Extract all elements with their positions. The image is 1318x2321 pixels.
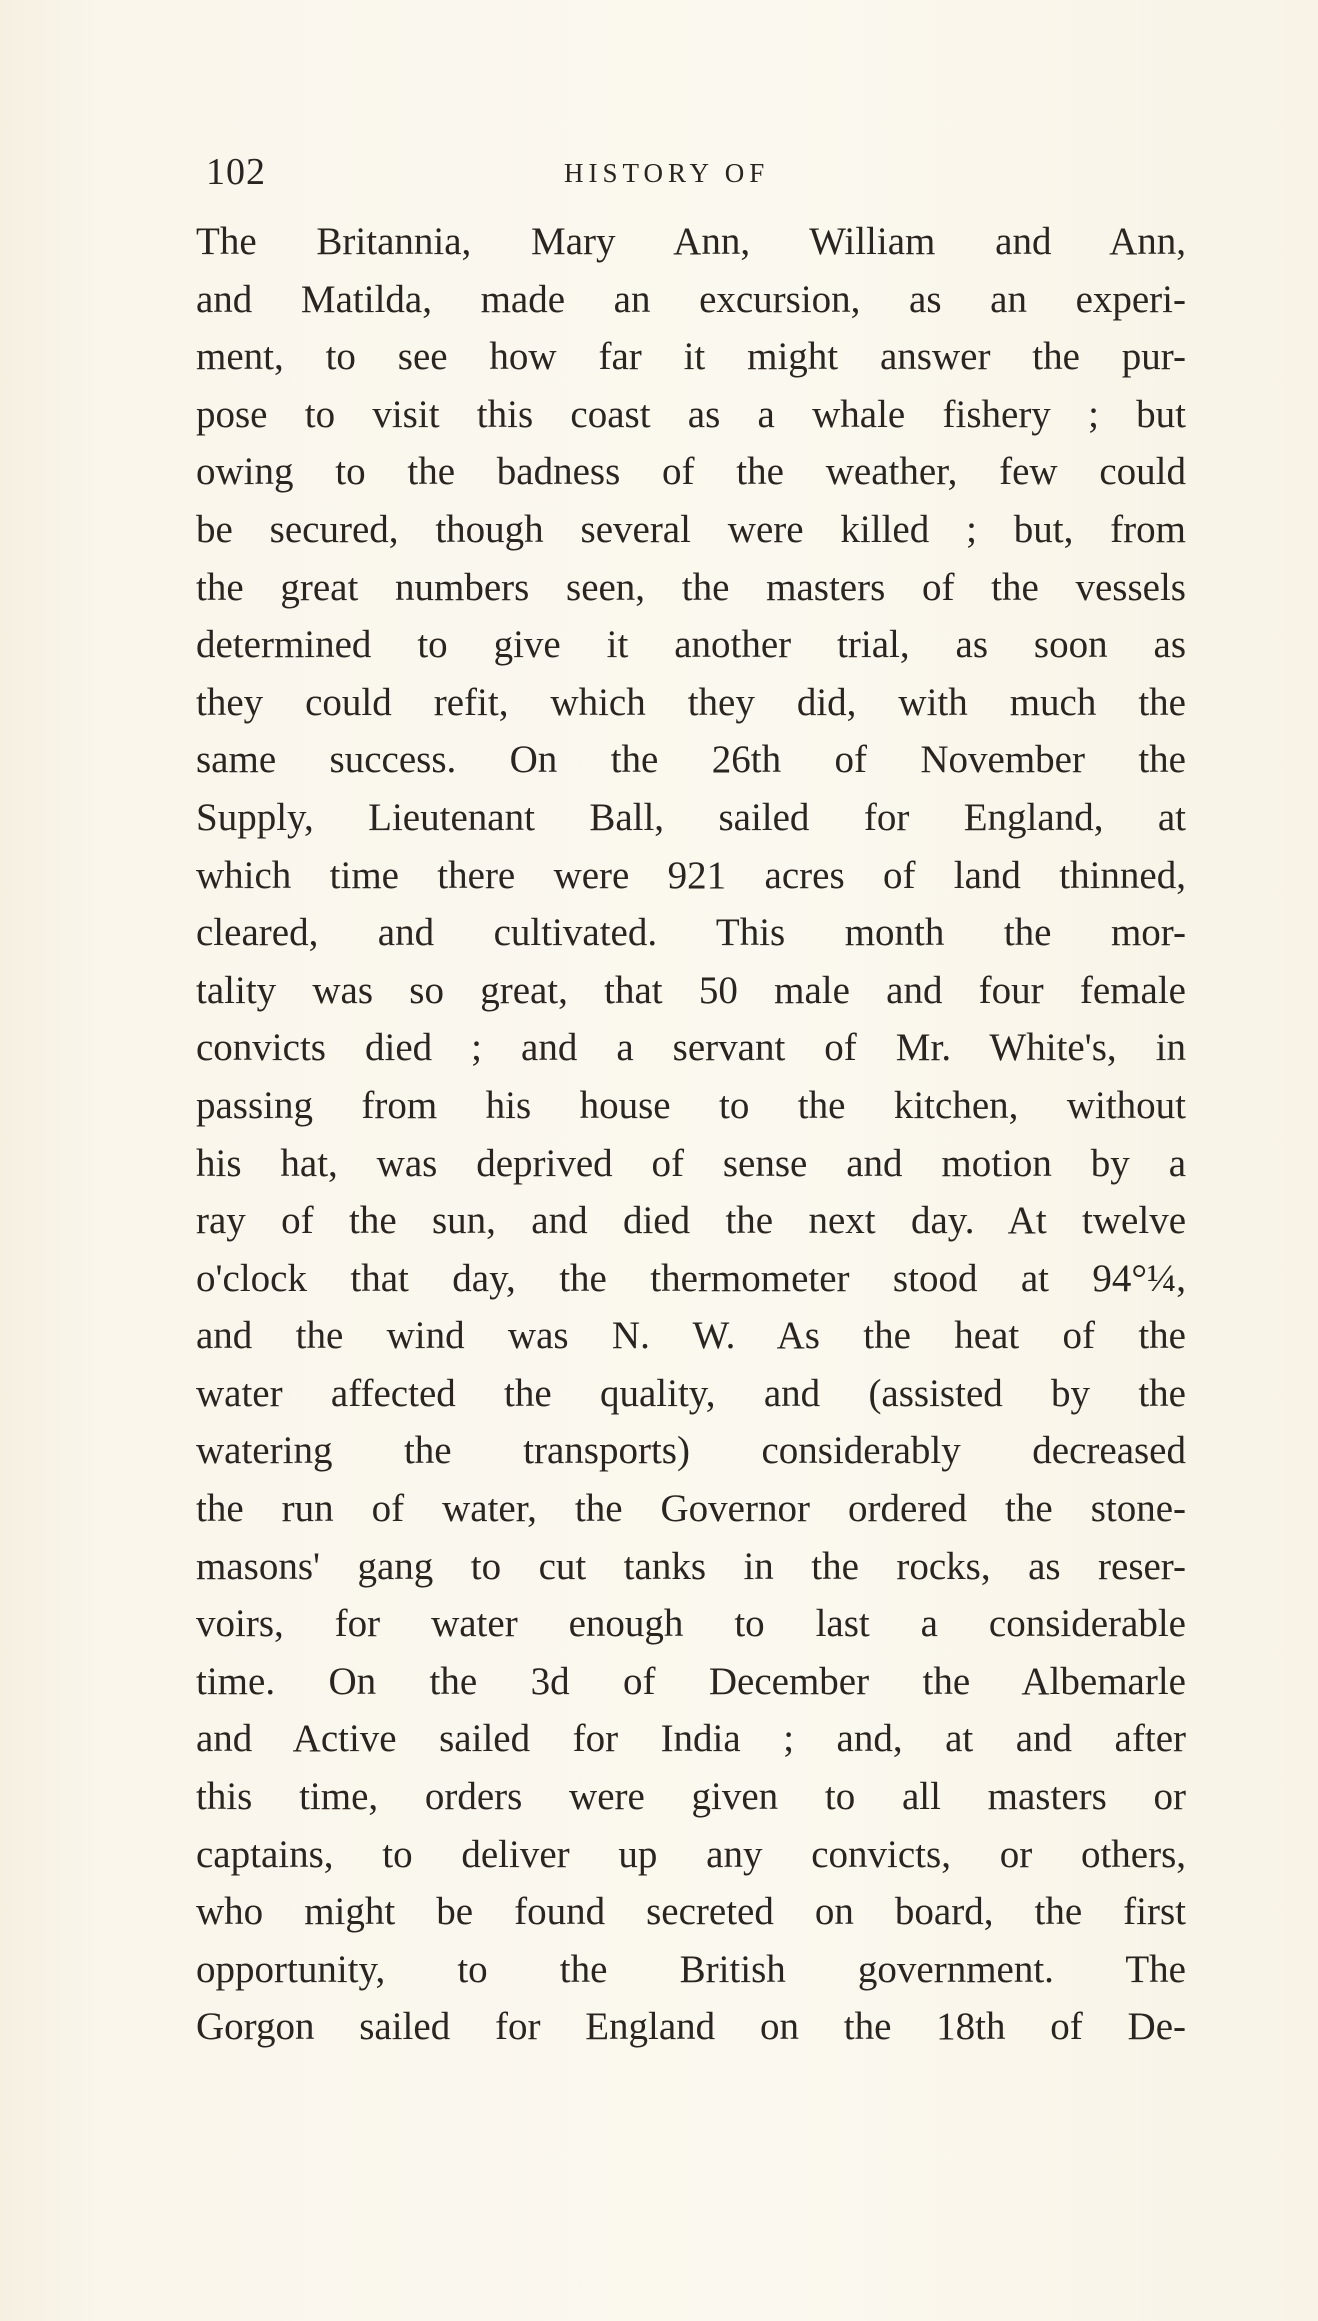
- text-line: this time, orders were given to all masters or: [196, 1775, 1186, 1819]
- text-line: o'clock that day, the thermometer stood at 94°¼,: [196, 1256, 1186, 1300]
- text-line: passing from his house to the kitchen, without: [196, 1083, 1186, 1127]
- text-line: convicts died ; and a servant of Mr. White's, in: [196, 1026, 1186, 1070]
- text-line: the great numbers seen, the masters of the vessels: [196, 565, 1186, 609]
- text-line: cleared, and cultivated. This month the mor-: [196, 911, 1186, 955]
- text-line: and Matilda, made an excursion, as an experi-: [196, 277, 1186, 321]
- page-number: 102: [206, 151, 266, 193]
- page-header: [192, 150, 1192, 200]
- text-line: the run of water, the Governor ordered the stone-: [196, 1487, 1186, 1531]
- body-text: [196, 213, 1186, 2056]
- text-line: same success. On the 26th of November the: [196, 738, 1186, 782]
- text-line: The Britannia, Mary Ann, William and Ann,: [196, 220, 1186, 263]
- text-line: his hat, was deprived of sense and motion by a: [196, 1141, 1186, 1185]
- text-line: who might be found secreted on board, the first: [196, 1890, 1186, 1934]
- text-line: ment, to see how far it might answer the pur-: [196, 335, 1186, 379]
- text-line: opportunity, to the British government. The: [196, 1947, 1186, 1991]
- text-line: and the wind was N. W. As the heat of the: [196, 1314, 1186, 1358]
- text-line: pose to visit this coast as a whale fishery ; but: [196, 392, 1186, 436]
- text-line: ray of the sun, and died the next day. At twelve: [196, 1199, 1186, 1243]
- text-line: masons' gang to cut tanks in the rocks, as reser-: [196, 1544, 1186, 1588]
- text-line: owing to the badness of the weather, few could: [196, 450, 1186, 494]
- text-line: Supply, Lieutenant Ball, sailed for England, at: [196, 795, 1186, 839]
- text-line: tality was so great, that 50 male and four female: [196, 968, 1186, 1012]
- text-line: captains, to deliver up any convicts, or others,: [196, 1832, 1186, 1876]
- text-line: water affected the quality, and (assisted by the: [196, 1371, 1186, 1415]
- text-line: Gorgon sailed for England on the 18th of De-: [196, 2005, 1186, 2049]
- text-line: they could refit, which they did, with much the: [196, 680, 1186, 724]
- text-line: be secured, though several were killed ; but, from: [196, 507, 1186, 551]
- text-line: determined to give it another trial, as soon as: [196, 623, 1186, 667]
- text-line: which time there were 921 acres of land thinned,: [196, 853, 1186, 897]
- text-line: watering the transports) considerably decreased: [196, 1429, 1186, 1473]
- text-line: time. On the 3d of December the Albemarle: [196, 1659, 1186, 1703]
- running-head: HISTORY OF: [564, 158, 770, 188]
- text-line: and Active sailed for India ; and, at and after: [196, 1717, 1186, 1761]
- text-line: voirs, for water enough to last a considerable: [196, 1602, 1186, 1646]
